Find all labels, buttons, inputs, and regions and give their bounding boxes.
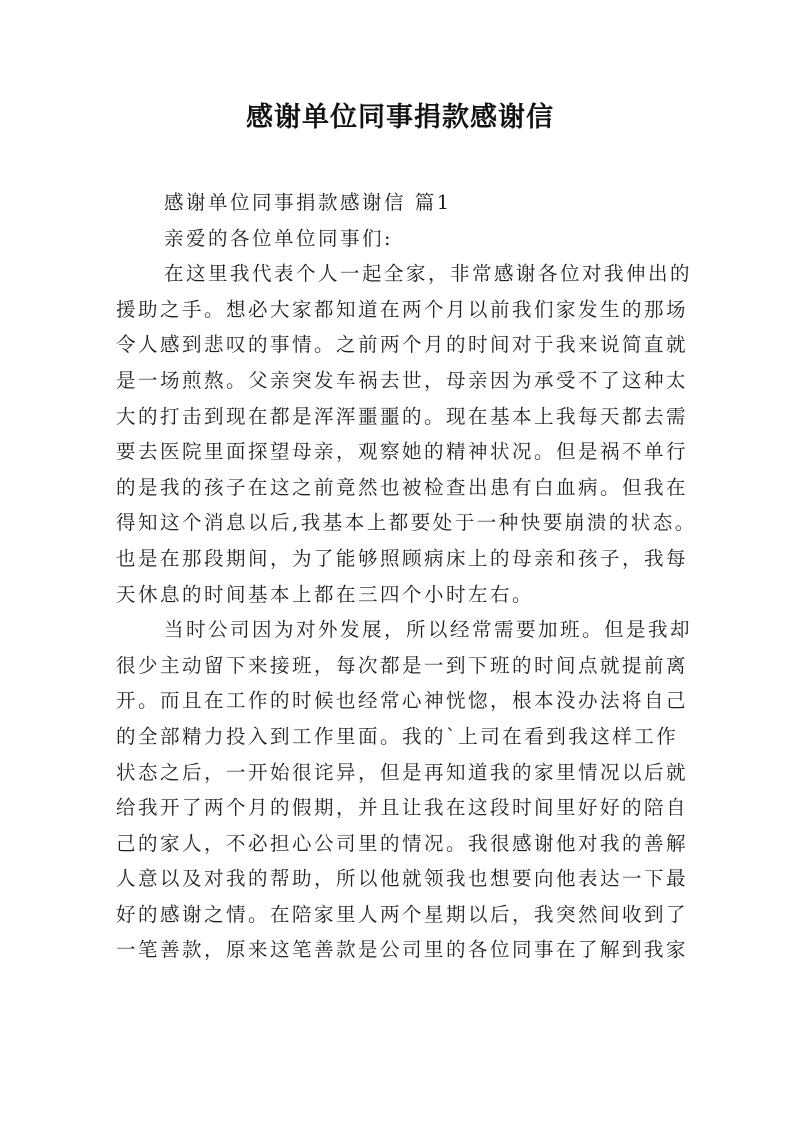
body-line: 的全部精力投入到工作里面。我的`上司在看到我这样工作 <box>116 724 679 748</box>
body-line: 开。而且在工作的时候也经常心神恍惚，根本没办法将自己 <box>116 689 689 713</box>
body-line: 大的打击到现在都是浑浑噩噩的。现在基本上我每天都去需 <box>116 404 689 428</box>
body-line: 援助之手。想必大家都知道在两个月以前我们家发生的那场 <box>116 297 689 321</box>
body-line: 得知这个消息以后,我基本上都要处于一种快要崩溃的状态。 <box>116 511 697 535</box>
body-line: 令人感到悲叹的事情。之前两个月的时间对于我来说简直就 <box>116 333 689 357</box>
body-line: 好的感谢之情。在陪家里人两个星期以后，我突然间收到了 <box>116 902 689 926</box>
section-heading: 感谢单位同事捐款感谢信 篇1 <box>164 191 452 214</box>
document-body <box>116 185 697 968</box>
body-line: 己的家人，不必担心公司里的情况。我很感谢他对我的善解 <box>116 831 689 855</box>
body-line: 当时公司因为对外发展，所以经常需要加班。但是我却 <box>164 618 693 642</box>
body-line: 是一场煎熬。父亲突发车祸去世，母亲因为承受不了这种太 <box>116 368 689 392</box>
body-line: 天休息的时间基本上都在三四个小时左右。 <box>116 582 535 606</box>
body-line: 一笔善款，原来这笔善款是公司里的各位同事在了解到我家 <box>116 938 689 962</box>
body-line: 状态之后，一开始很诧异，但是再知道我的家里情况以后就 <box>116 760 689 784</box>
body-line: 给我开了两个月的假期，并且让我在这段时间里好好的陪自 <box>116 796 689 820</box>
body-line: 也是在那段期间，为了能够照顾病床上的母亲和孩子，我每 <box>116 546 689 570</box>
salutation: 亲爱的各位单位同事们: <box>164 226 394 250</box>
body-line: 很少主动留下来接班，每次都是一到下班的时间点就提前离 <box>116 653 689 677</box>
body-line: 的是我的孩子在这之前竟然也被检查出患有白血病。但我在 <box>116 475 689 499</box>
document-title: 感谢单位同事捐款感谢信 <box>246 102 554 133</box>
body-line: 要去医院里面探望母亲，观察她的精神状况。但是祸不单行 <box>116 440 689 464</box>
body-line: 人意以及对我的帮助，所以他就领我也想要向他表达一下最 <box>116 867 689 891</box>
body-line: 在这里我代表个人一起全家，非常感谢各位对我伸出的 <box>164 262 693 286</box>
